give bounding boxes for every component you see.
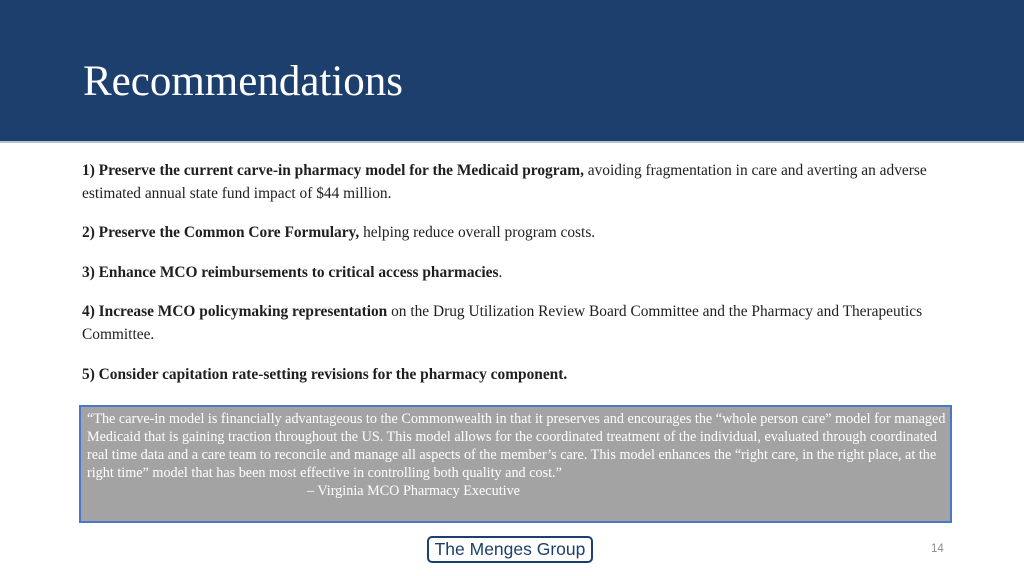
recommendation-2-text: helping reduce overall program costs. [359,224,596,241]
recommendation-1-text: avoiding fragmentation in care and averting an adverse estimated annual state fund impact of $44 million. [82,162,927,202]
recommendation-2-bold: 2) Preserve the Common Core Formulary, [82,224,360,241]
recommendation-5-bold: 5) Consider capitation rate-setting revisions for the pharmacy component. [82,366,568,383]
recommendation-2 [82,221,942,244]
quote-text: “The carve-in model is financially advantageous to the Commonwealth in that it preserves and encourages the “whole person care” model for managed Medicaid that is gaining traction throughout the US. This model allows for the coordinated treatment of the individual, evaluated through coordinated real time data and a care team to reconcile and manage all aspects of the member’s care. This model enhances the “right care, in the right place, at the right time” model that has been most effective in controlling both quality and cost.” [87,411,946,481]
quote-box [79,405,952,523]
recommendation-3 [82,261,942,284]
slide-title: Recommendations [83,58,404,105]
recommendation-3-text: . [498,264,503,281]
company-logo: The Menges Group [427,536,593,563]
page-number: 14 [931,543,944,555]
recommendation-4-text: on the Drug Utilization Review Board Committee and the Pharmacy and Therapeutics Committee. [82,303,923,343]
recommendation-1-bold: 1) Preserve the current carve-in pharmacy model for the Medicaid program, [82,162,584,179]
recommendation-3-bold: 3) Enhance MCO reimbursements to critical access pharmacies [82,264,499,281]
recommendation-5 [82,363,942,386]
quote-attribution: – Virginia MCO Pharmacy Executive [307,483,520,499]
recommendation-4-bold: 4) Increase MCO policymaking representation [82,303,388,320]
recommendation-1 [82,159,942,205]
recommendation-4 [82,300,942,346]
header-banner [0,0,1024,143]
